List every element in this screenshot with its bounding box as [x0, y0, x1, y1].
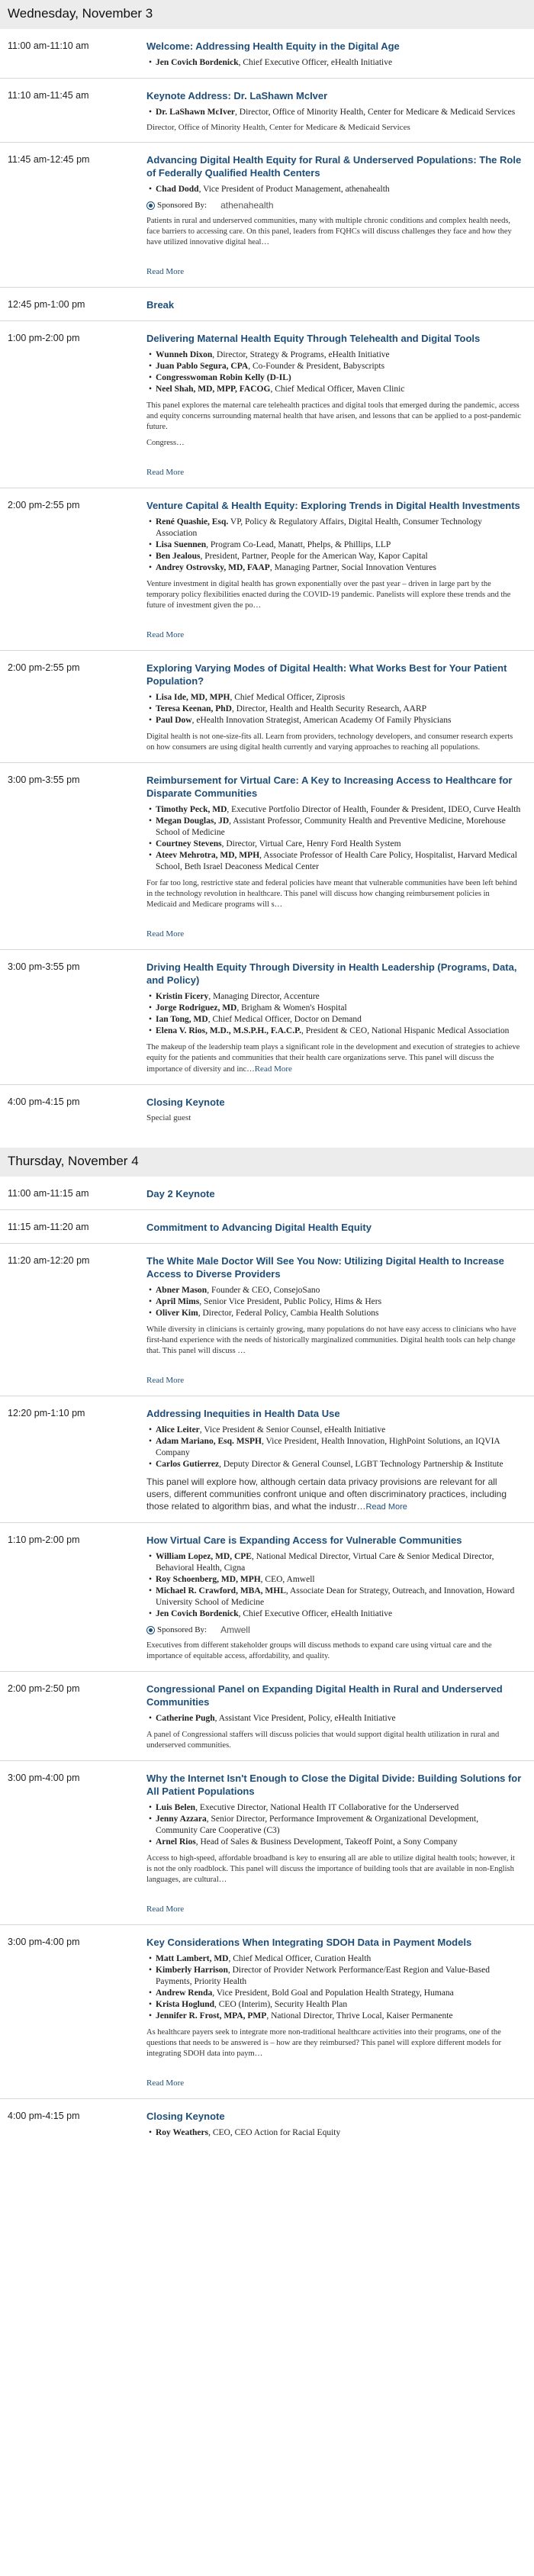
speaker-role: , Associate Professor of Health Care Policy, Hospitalist, Harvard Medical School, Beth Israel Deaconess Medical Center — [156, 851, 517, 871]
speaker-item — [146, 816, 522, 839]
speaker-list — [146, 1551, 522, 1620]
speaker-name: Catherine Pugh — [156, 1714, 215, 1723]
session-time: 11:15 am-11:20 am — [8, 1222, 89, 1232]
read-more-link[interactable]: Read More — [254, 1064, 292, 1074]
speaker-item — [146, 804, 522, 816]
speaker-item — [146, 1713, 522, 1724]
session-note: Director, Office of Minority Health, Center for Medicare & Medicaid Services — [146, 123, 410, 132]
session-detail — [146, 1254, 526, 1386]
session-description — [146, 1325, 522, 1357]
session-row — [0, 1671, 534, 1760]
speaker-item — [146, 1436, 522, 1459]
speaker-list — [146, 1713, 522, 1724]
speaker-item — [146, 372, 522, 384]
session-detail — [146, 1682, 526, 1751]
session-time: 3:00 pm-4:00 pm — [8, 1937, 80, 1947]
speaker-list — [146, 1285, 522, 1319]
speaker-role: , Deputy Director & General Counsel, LGBT Technology Partnership & Institute — [219, 1460, 503, 1469]
speaker-role: , Executive Portfolio Director of Health, Founder & President, IDEO, Curve Health — [227, 805, 521, 814]
speaker-role: , Vice President, Health Innovation, HighPoint Solutions, an IQVIA Company — [156, 1437, 500, 1457]
speaker-role: , Brigham & Women's Hospital — [236, 1003, 347, 1013]
session-description-continued: Congress… — [146, 439, 185, 447]
session-row — [0, 949, 534, 1084]
session-row — [0, 650, 534, 762]
sponsor-logo: athenahealth — [220, 200, 274, 211]
session-description — [146, 1476, 522, 1513]
speaker-item — [146, 517, 522, 539]
speaker-name: Neel Shah, MD, MPP, FACOG — [156, 385, 271, 394]
session-time: 3:00 pm-3:55 pm — [8, 961, 80, 972]
session-description — [146, 401, 522, 433]
speaker-name: Kimberly Harrison — [156, 1966, 228, 1975]
speaker-item — [146, 1988, 522, 1999]
speaker-role: , National Medical Director, Virtual Care & Senior Medical Director, Behavioral Health, Cigna — [156, 1552, 494, 1573]
session-row — [0, 1924, 534, 2098]
read-more-link[interactable]: Read More — [146, 929, 185, 939]
speaker-item — [146, 1014, 522, 1026]
speaker-name: Roy Weathers — [156, 2128, 209, 2137]
speaker-role: , Director, Virtual Care, Henry Ford Health System — [221, 839, 401, 848]
speaker-name: Wunneh Dixon — [156, 350, 213, 359]
speaker-item — [146, 1999, 522, 2011]
session-detail — [146, 1772, 526, 1915]
session-description — [146, 1042, 522, 1075]
speaker-name: Jen Covich Bordenick — [156, 58, 239, 67]
speaker-name: Elena V. Rios, M.D., M.S.P.H., F.A.C.P. — [156, 1026, 301, 1035]
speaker-name: Andrew Renda — [156, 1988, 213, 1998]
session-detail — [146, 2110, 526, 2139]
session-time: 2:00 pm-2:55 pm — [8, 500, 80, 510]
session-description — [146, 1730, 522, 1751]
session-description-text: A panel of Congressional staffers will discuss policies that would support digital health utilization in rural and underserved communities. — [146, 1731, 500, 1750]
session-description-text: Venture investment in digital health has grown exponentially over the past year – driven in large part by the temporary policy flexibilities enacted during the COVID-19 pandemic. Panelists will explore these trends and the future of investment given the po… — [146, 580, 511, 610]
speaker-role: , Senior Director, Performance Improvement & Organizational Development, Community Care Cooperative (C3) — [156, 1814, 479, 1835]
day-header: Wednesday, November 3 — [0, 0, 534, 29]
speaker-item — [146, 991, 522, 1003]
speaker-name: Andrey Ostrovsky, MD, FAAP — [156, 563, 270, 572]
session-row — [0, 142, 534, 287]
speaker-name: Megan Douglas, JD — [156, 816, 230, 826]
speaker-role: , Program Co-Lead, Manatt, Phelps, & Phillips, LLP — [206, 540, 391, 549]
speaker-item — [146, 704, 522, 715]
day-separator — [0, 1132, 534, 1148]
session-list — [0, 1177, 534, 2148]
speaker-name: Kristin Ficery — [156, 992, 209, 1001]
session-time: 11:00 am-11:10 am — [8, 40, 89, 51]
session-title-link[interactable]: Closing Keynote — [146, 2111, 225, 2122]
speaker-item — [146, 1026, 522, 1037]
speaker-list — [146, 804, 522, 873]
speaker-name: Michael R. Crawford, MBA, MHL — [156, 1586, 286, 1596]
speaker-item — [146, 850, 522, 873]
speaker-role: , Director, Strategy & Programs, eHealth Initiative — [212, 350, 390, 359]
speaker-role: , CEO (Interim), Security Health Plan — [214, 2000, 348, 2009]
speaker-role: , Chief Executive Officer, eHealth Initiative — [238, 58, 393, 67]
session-title-link[interactable]: Key Considerations When Integrating SDOH Data in Payment Models — [146, 1937, 472, 1948]
speaker-item — [146, 349, 522, 361]
session-description-text: Access to high-speed, affordable broadband is key to ensuring all are able to utilize digital health tools; however, it is not the only roadblock. This panel will discuss the importance of building tools that are available in non-English languages, are cultural… — [146, 1854, 515, 1884]
speaker-name: Jennifer R. Frost, MPA, PMP — [156, 2011, 267, 2021]
speaker-item — [146, 692, 522, 704]
sponsor-row — [146, 200, 522, 211]
session-title-link[interactable]: Closing Keynote — [146, 1096, 225, 1108]
speaker-role: , CEO, Amwell — [260, 1575, 315, 1584]
session-detail — [146, 1187, 526, 1200]
speaker-role: , Managing Partner, Social Innovation Ventures — [269, 563, 436, 572]
read-more-link[interactable]: Read More — [146, 630, 185, 639]
speaker-item — [146, 1586, 522, 1608]
speaker-item — [146, 1551, 522, 1574]
session-time: 4:00 pm-4:15 pm — [8, 2111, 80, 2121]
session-detail — [146, 1096, 526, 1123]
speaker-role: , Chief Medical Officer, Maven Clinic — [270, 385, 405, 394]
speaker-item — [146, 1003, 522, 1014]
session-time: 12:45 pm-1:00 pm — [8, 299, 85, 310]
session-title-link[interactable]: Welcome: Addressing Health Equity in the Digital Age — [146, 40, 400, 52]
speaker-list — [146, 517, 522, 574]
session-description-text: This panel will explore how, although certain data privacy provisions are relevant for all users, different communities confront unique and often discriminatory practices, including those related to algorithm bias, and what the industr… — [146, 1476, 507, 1512]
session-time: 11:00 am-11:15 am — [8, 1188, 89, 1199]
speaker-name: William Lopez, MD, CPE — [156, 1552, 252, 1561]
speaker-name: Dr. LaShawn McIver — [156, 108, 236, 117]
speaker-role: , Chief Medical Officer, Doctor on Demand — [207, 1015, 362, 1024]
session-title-link[interactable]: Addressing Inequities in Health Data Use — [146, 1408, 340, 1419]
speaker-list — [146, 1953, 522, 2022]
session-time: 2:00 pm-2:50 pm — [8, 1683, 80, 1694]
speaker-name: Courtney Stevens — [156, 839, 222, 848]
session-row — [0, 287, 534, 320]
speaker-item — [146, 1459, 522, 1470]
session-time: 1:00 pm-2:00 pm — [8, 333, 80, 343]
speaker-name: Ben Jealous — [156, 552, 201, 561]
read-more-link[interactable]: Read More — [146, 1905, 185, 1914]
read-more-link[interactable]: Read More — [146, 468, 185, 477]
speaker-name: Roy Schoenberg, MD, MPH — [156, 1575, 261, 1584]
speaker-role: , Founder & CEO, ConsejoSano — [207, 1286, 320, 1295]
session-detail — [146, 499, 526, 641]
session-detail — [146, 298, 526, 311]
session-description — [146, 1853, 522, 1885]
session-description-text: Patients in rural and underserved communities, many with multiple chronic conditions and complex health needs, face barriers to accessing care. On this panel, leaders from FQHCs will discuss challenges they face and how they have utilized innovative digital heal… — [146, 217, 512, 246]
session-row — [0, 1760, 534, 1924]
speaker-name: Ateev Mehrotra, MD, MPH — [156, 851, 260, 860]
speaker-list — [146, 57, 522, 69]
session-note: Special guest — [146, 1113, 191, 1122]
read-more-link[interactable]: Read More — [365, 1502, 407, 1512]
day-header: Thursday, November 4 — [0, 1148, 534, 1177]
session-list — [0, 29, 534, 1132]
speaker-role: , Director of Provider Network Performance/East Region and Value-Based Payments, Priority Health — [156, 1966, 490, 1986]
speaker-name: Lisa Ide, MD, MPH — [156, 693, 230, 702]
sponsor-icon — [146, 1626, 155, 1634]
speaker-item — [146, 184, 522, 195]
speaker-name: Timothy Peck, MD — [156, 805, 227, 814]
speaker-name: Adam Mariano, Esq. MSPH — [156, 1437, 262, 1446]
session-title-link[interactable]: Venture Capital & Health Equity: Exploring Trends in Digital Health Investments — [146, 500, 520, 511]
speaker-item — [146, 384, 522, 395]
speaker-name: Jenny Azzara — [156, 1814, 207, 1824]
speaker-item — [146, 1837, 522, 1848]
session-title-link[interactable]: Why the Internet Isn't Enough to Close the Digital Divide: Building Solutions for All Patient Populations — [146, 1773, 522, 1797]
session-title-link[interactable]: Reimbursement for Virtual Care: A Key to Increasing Access to Healthcare for Disparate Communities — [146, 774, 513, 799]
speaker-role: , Executive Director, National Health IT Collaborative for the Underserved — [195, 1803, 459, 1812]
speaker-role: , Vice President, Bold Goal and Population Health Strategy, Humana — [212, 1988, 454, 1998]
session-detail — [146, 774, 526, 940]
session-time: 11:45 am-12:45 pm — [8, 154, 90, 165]
speaker-list — [146, 692, 522, 726]
session-description — [146, 216, 522, 248]
speaker-item — [146, 57, 522, 69]
speaker-item — [146, 107, 522, 118]
session-description — [146, 1641, 522, 1662]
speaker-name: Carlos Gutierrez — [156, 1460, 220, 1469]
speaker-name: Abner Mason — [156, 1286, 207, 1295]
session-description — [146, 878, 522, 910]
session-time: 3:00 pm-3:55 pm — [8, 774, 80, 785]
speaker-role: , eHealth Innovation Strategist, American Academy Of Family Physicians — [191, 716, 452, 725]
speaker-role: , Associate Dean for Strategy, Outreach, and Innovation, Howard University School of Medicine — [156, 1586, 515, 1607]
session-description-text: As healthcare payers seek to integrate more non-traditional healthcare activities into their programs, one of the questions that needs to be answered is – how are they reimbursed? This panel will explore different models for integrating SDOH data into paym… — [146, 2028, 501, 2058]
speaker-list — [146, 991, 522, 1037]
session-row — [0, 1084, 534, 1132]
session-row — [0, 29, 534, 78]
speaker-item — [146, 562, 522, 574]
session-description-text: Executives from different stakeholder groups will discuss methods to expand care using virtual care and the importance of equitable access, affordability, and quality. — [146, 1641, 492, 1660]
session-row — [0, 1396, 534, 1522]
session-detail — [146, 89, 526, 133]
speaker-name: René Quashie, Esq. — [156, 517, 229, 526]
session-description-text: Digital health is not one-size-fits all. Learn from providers, technology developers, and consumer research experts on how consumers are using digital health currently and varying approaches to reaching all populations. — [146, 733, 513, 752]
speaker-list — [146, 1425, 522, 1470]
speaker-name: Juan Pablo Segura, CPA — [156, 362, 249, 371]
speaker-item — [146, 2011, 522, 2022]
speaker-name: Arnel Rios — [156, 1837, 196, 1847]
speaker-list — [146, 2127, 522, 2139]
speaker-role: , Chief Medical Officer, Curation Health — [228, 1954, 372, 1963]
speaker-item — [146, 839, 522, 850]
speaker-name: Congresswoman Robin Kelly (D-IL) — [156, 373, 291, 382]
speaker-item — [146, 1296, 522, 1308]
session-title-link[interactable]: Driving Health Equity Through Diversity in Health Leadership (Programs, Data, and Policy) — [146, 961, 517, 986]
speaker-name: Chad Dodd — [156, 185, 199, 194]
speaker-role: , President, Partner, People for the American Way, Kapor Capital — [200, 552, 428, 561]
speaker-item — [146, 1285, 522, 1296]
speaker-item — [146, 1814, 522, 1837]
speaker-item — [146, 551, 522, 562]
speaker-role: , Assistant Vice President, Policy, eHealth Initiative — [214, 1714, 396, 1723]
speaker-item — [146, 1953, 522, 1965]
session-title-link[interactable]: Advancing Digital Health Equity for Rural & Underserved Populations: The Role of Federally Qualified Health Centers — [146, 154, 522, 179]
session-description-text: While diversity in clinicians is certainly growing, many populations do not have easy access to clinicians who have first-hand experience with the needs of historically marginalized communities. Digital health tools can help change that. This panel will discuss … — [146, 1325, 516, 1355]
session-detail — [146, 961, 526, 1075]
session-title-link[interactable]: Commitment to Advancing Digital Health Equity — [146, 1222, 372, 1233]
session-title-link[interactable]: Break — [146, 299, 175, 311]
speaker-item — [146, 1574, 522, 1586]
session-detail — [146, 1534, 526, 1662]
session-description — [146, 2027, 522, 2059]
session-title-link[interactable]: Delivering Maternal Health Equity Through Telehealth and Digital Tools — [146, 333, 481, 344]
session-detail — [146, 1407, 526, 1513]
session-detail — [146, 40, 526, 69]
sponsor-icon — [146, 201, 155, 210]
speaker-name: April Mims — [156, 1297, 200, 1306]
speaker-role: , Director, Health and Health Security Research, AARP — [232, 704, 427, 713]
session-row — [0, 320, 534, 488]
speaker-name: Paul Dow — [156, 716, 192, 725]
read-more-link[interactable]: Read More — [146, 2079, 185, 2088]
sponsor-row — [146, 1624, 522, 1635]
speaker-item — [146, 1965, 522, 1988]
session-row — [0, 1243, 534, 1396]
speaker-name: Ian Tong, MD — [156, 1015, 208, 1024]
session-title-link[interactable]: The White Male Doctor Will See You Now: Utilizing Digital Health to Increase Access to Diverse Providers — [146, 1255, 504, 1280]
session-time: 2:00 pm-2:55 pm — [8, 662, 80, 673]
session-row — [0, 488, 534, 650]
session-title-link[interactable]: How Virtual Care is Expanding Access for Vulnerable Communities — [146, 1534, 462, 1546]
read-more-link[interactable]: Read More — [146, 267, 185, 276]
session-description-text: This panel explores the maternal care telehealth practices and digital tools that emerged during the pandemic, access and equity concerns surrounding maternal health that have arisen, and lessons that can be applied to a post-pandemic future. — [146, 401, 522, 431]
sponsor-label: Sponsored By: — [157, 1625, 207, 1634]
session-row — [0, 762, 534, 949]
session-title-link[interactable]: Exploring Varying Modes of Digital Health: What Works Best for Your Patient Population? — [146, 662, 507, 687]
speaker-item — [146, 715, 522, 726]
speaker-name: Teresa Keenan, PhD — [156, 704, 232, 713]
session-row — [0, 1522, 534, 1671]
speaker-item — [146, 1608, 522, 1620]
speaker-role: , Senior Vice President, Public Policy, Hims & Hers — [199, 1297, 382, 1306]
speaker-role: , National Director, Thrive Local, Kaiser Permanente — [266, 2011, 453, 2021]
speaker-role: , Vice President & Senior Counsel, eHealth Initiative — [199, 1425, 386, 1435]
speaker-item — [146, 2127, 522, 2139]
speaker-role: , Co-Founder & President, Babyscripts — [248, 362, 385, 371]
session-detail — [146, 153, 526, 278]
session-description-text: The makeup of the leadership team plays a significant role in the development and execution of strategies to achieve equity for the patients and communities that their health care organizations serve. This panel will discuss the importance of diversity and inc… — [146, 1043, 520, 1074]
session-title-link[interactable]: Day 2 Keynote — [146, 1188, 215, 1199]
session-description-text: For far too long, restrictive state and federal policies have meant that vulnerable communities have been left behind in the technology revolution in healthcare. This panel will discuss how changing reimbursement policies in Medicaid and Medicare programs will s… — [146, 879, 517, 909]
speaker-item — [146, 361, 522, 372]
speaker-role: , Director, Office of Minority Health, Center for Medicare & Medicaid Services — [235, 108, 516, 117]
speaker-role: , CEO, CEO Action for Racial Equity — [208, 2128, 341, 2137]
speaker-role: , President & CEO, National Hispanic Medical Association — [301, 1026, 510, 1035]
session-description — [146, 732, 522, 753]
speaker-name: Jen Covich Bordenick — [156, 1609, 239, 1618]
session-row — [0, 1177, 534, 1209]
session-row — [0, 78, 534, 142]
sponsor-logo: Amwell — [220, 1624, 250, 1635]
speaker-item — [146, 539, 522, 551]
speaker-role: , Vice President of Product Management, athenahealth — [198, 185, 390, 194]
session-time: 4:00 pm-4:15 pm — [8, 1096, 80, 1107]
session-row — [0, 1209, 534, 1243]
session-time: 12:20 pm-1:10 pm — [8, 1408, 85, 1418]
speaker-role: , Chief Medical Officer, Ziprosis — [230, 693, 346, 702]
speaker-item — [146, 1308, 522, 1319]
session-detail — [146, 662, 526, 753]
sponsor-label: Sponsored By: — [157, 201, 207, 210]
session-time: 11:20 am-12:20 pm — [8, 1255, 90, 1266]
speaker-item — [146, 1425, 522, 1436]
speaker-role: , Chief Executive Officer, eHealth Initiative — [238, 1609, 393, 1618]
speaker-list — [146, 107, 522, 118]
speaker-item — [146, 1802, 522, 1814]
speaker-name: Alice Leiter — [156, 1425, 200, 1435]
speaker-role: , Director, Federal Policy, Cambia Health Solutions — [198, 1309, 379, 1318]
session-detail — [146, 332, 526, 478]
speaker-list — [146, 184, 522, 195]
read-more-link[interactable]: Read More — [146, 1376, 185, 1385]
speaker-name: Matt Lambert, MD — [156, 1954, 229, 1963]
speaker-role: , Managing Director, Accenture — [208, 992, 320, 1001]
session-row — [0, 2098, 534, 2148]
session-description — [146, 579, 522, 611]
speaker-role: , Head of Sales & Business Development, Takeoff Point, a Sony Company — [195, 1837, 458, 1847]
speaker-name: Luis Belen — [156, 1803, 196, 1812]
session-time: 11:10 am-11:45 am — [8, 90, 89, 101]
speaker-list — [146, 1802, 522, 1848]
speaker-list — [146, 349, 522, 395]
speaker-role: , Assistant Professor, Community Health and Preventive Medicine, Morehouse School of Medicine — [156, 816, 506, 837]
speaker-name: Krista Hoglund — [156, 2000, 215, 2009]
speaker-name: Oliver Kim — [156, 1309, 198, 1318]
session-detail — [146, 1936, 526, 2089]
speaker-role: VP, Policy & Regulatory Affairs, Digital Health, Consumer Technology Association — [156, 517, 482, 538]
session-title-link[interactable]: Congressional Panel on Expanding Digital Health in Rural and Underserved Communities — [146, 1683, 503, 1708]
session-title-link[interactable]: Keynote Address: Dr. LaShawn McIver — [146, 90, 328, 101]
session-detail — [146, 1221, 526, 1234]
session-time: 3:00 pm-4:00 pm — [8, 1773, 80, 1783]
speaker-name: Lisa Suennen — [156, 540, 207, 549]
speaker-name: Jorge Rodriguez, MD — [156, 1003, 237, 1013]
session-time: 1:10 pm-2:00 pm — [8, 1534, 80, 1545]
